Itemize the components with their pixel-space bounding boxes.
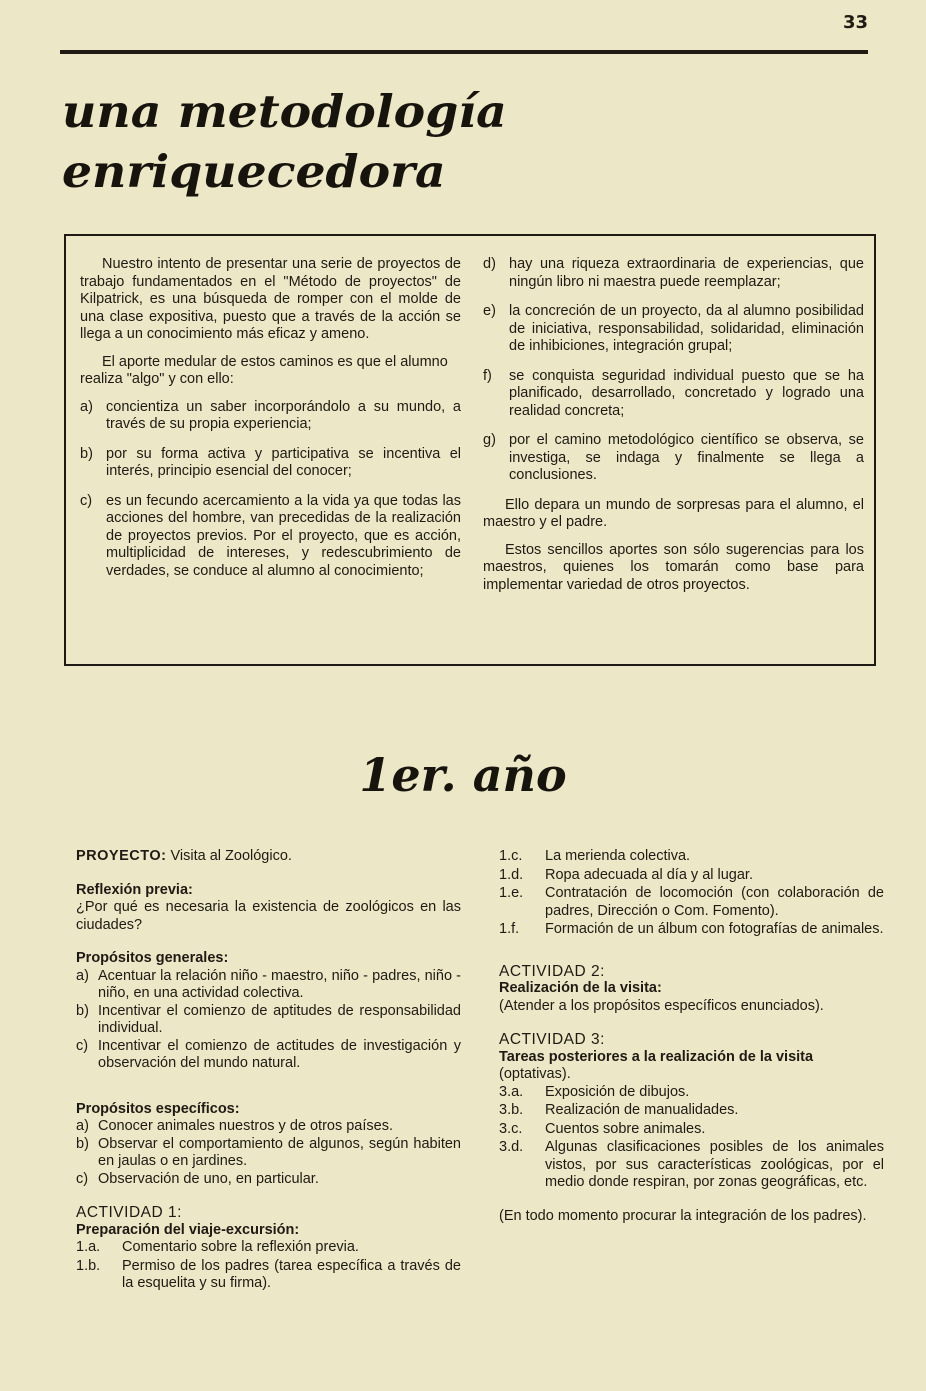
actividad3-subheading: Tareas posteriores a la realización de la visita bbox=[499, 1048, 814, 1065]
especificos-section bbox=[76, 1101, 461, 1189]
closing-note: (En todo momento procurar la integración de los padres). bbox=[499, 1207, 867, 1224]
reflexion-text: ¿Por qué es necesaria la existencia de zoológicos en las ciudades? bbox=[76, 899, 461, 933]
project-columns bbox=[76, 848, 884, 1309]
list-item bbox=[483, 368, 864, 421]
especificos-list bbox=[76, 1118, 461, 1188]
list-item bbox=[76, 1136, 461, 1171]
item-text: Contratación de locomoción (con colaboración de padres, Dirección o Com. Fomento). bbox=[545, 885, 884, 919]
item-text: Realización de manualidades. bbox=[545, 1102, 739, 1118]
item-label: b) bbox=[76, 1135, 89, 1152]
item-text: La merienda colectiva. bbox=[545, 848, 691, 864]
item-text: Exposición de dibujos. bbox=[545, 1083, 690, 1100]
item-label: 3.a. bbox=[499, 1083, 524, 1100]
title-line-1: una metodología bbox=[62, 85, 507, 138]
intro-paragraph-4: Estos sencillos aportes son sólo sugerencias para los maestros, quienes los tomarán como base para implementar variedad de otros proyectos. bbox=[483, 541, 864, 593]
list-item bbox=[499, 1139, 884, 1192]
intro-left-column bbox=[80, 256, 461, 654]
item-label: 1.e. bbox=[499, 885, 524, 901]
item-label: c) bbox=[76, 1170, 89, 1187]
page-number: 33 bbox=[842, 12, 868, 33]
item-text: Conocer animales nuestros y de otros países. bbox=[98, 1118, 393, 1134]
actividad1-continued bbox=[499, 848, 884, 939]
list-item bbox=[499, 921, 884, 939]
list-item bbox=[499, 1121, 884, 1139]
intro-paragraph-3: Ello depara un mundo de sorpresas para el alumno, el maestro y el padre. bbox=[483, 496, 864, 530]
list-item bbox=[76, 1038, 461, 1073]
item-label: g) bbox=[483, 432, 496, 448]
actividad1-subheading: Preparación del viaje-excursión: bbox=[76, 1221, 300, 1238]
item-label: a) bbox=[76, 967, 89, 984]
generales-section bbox=[76, 950, 461, 1073]
actividad1-list-part-2 bbox=[499, 848, 884, 939]
list-item bbox=[499, 848, 884, 866]
item-label: a) bbox=[80, 398, 93, 415]
item-label: 1.f. bbox=[499, 921, 520, 937]
actividad2-heading: ACTIVIDAD 2: bbox=[499, 962, 605, 980]
item-text: Permiso de los padres (tarea específica a través de la esquelita y su firma). bbox=[122, 1257, 461, 1291]
project-name: Visita al Zoológico. bbox=[170, 848, 292, 864]
list-item bbox=[483, 256, 864, 291]
item-label: f) bbox=[483, 367, 492, 384]
item-text: Ropa adecuada al día y al lugar. bbox=[545, 866, 753, 883]
list-item bbox=[499, 1084, 884, 1102]
title-line-2: enriquecedora bbox=[62, 145, 446, 198]
item-label: c) bbox=[80, 492, 93, 509]
item-label: e) bbox=[483, 303, 496, 319]
actividad2-section bbox=[499, 963, 884, 1016]
list-item bbox=[483, 303, 864, 356]
especificos-heading: Propósitos específicos: bbox=[76, 1100, 240, 1117]
item-text: Acentuar la relación niño - maestro, niño - padres, niño - niño, en una actividad colectiva. bbox=[98, 967, 461, 1001]
actividad3-note: (optativas). bbox=[499, 1066, 571, 1082]
item-text: Observar el comportamiento de algunos, según habiten en jaulas o en jardines. bbox=[98, 1135, 461, 1169]
main-title bbox=[62, 82, 507, 202]
actividad2-subheading: Realización de la visita: bbox=[499, 980, 662, 996]
actividad1-section bbox=[76, 1204, 461, 1293]
item-text: Cuentos sobre animales. bbox=[545, 1120, 706, 1137]
item-label: 1.c. bbox=[499, 848, 523, 864]
list-item bbox=[76, 1118, 461, 1136]
actividad1-heading: ACTIVIDAD 1: bbox=[76, 1204, 182, 1221]
list-item bbox=[76, 1003, 461, 1038]
list-item bbox=[76, 1258, 461, 1293]
project-label: PROYECTO: bbox=[76, 848, 167, 864]
item-text: hay una riqueza extraordinaria de experiencias, que ningún libro ni maestra puede reemplazar; bbox=[509, 256, 864, 290]
list-item bbox=[80, 493, 461, 581]
item-label: 1.a. bbox=[76, 1239, 101, 1255]
item-label: 1.b. bbox=[76, 1257, 101, 1274]
reflexion-section bbox=[76, 882, 461, 935]
intro-list-left bbox=[80, 399, 461, 581]
project-right-column bbox=[499, 848, 884, 1309]
actividad2-text: (Atender a los propósitos específicos enunciados). bbox=[499, 997, 824, 1014]
project-left-column bbox=[76, 848, 461, 1309]
list-item bbox=[499, 1102, 884, 1120]
item-text: concientiza un saber incorporándolo a su mundo, a través de su propia experiencia; bbox=[106, 398, 461, 432]
item-label: d) bbox=[483, 256, 496, 272]
item-text: Algunas clasificaciones posibles de los animales vistos, por sus características zoológicas, por el medio donde respiran, por zonas geográficas, etc. bbox=[545, 1139, 884, 1190]
list-item bbox=[499, 867, 884, 885]
reflexion-heading: Reflexión previa: bbox=[76, 881, 193, 898]
item-text: por el camino metodológico científico se observa, se investiga, se indaga y finalmente se llega a conclusiones. bbox=[509, 432, 864, 483]
generales-list bbox=[76, 968, 461, 1073]
intro-paragraph-1: Nuestro intento de presentar una serie de proyectos de trabajo fundamentados en el "Método de proyectos" de Kilpatrick, es una búsqueda de romper con el molde de una clase expositiva, puesto que a través de la acción se llega a un conocimiento más eficaz y ameno. bbox=[80, 256, 461, 342]
item-text: Observación de uno, en particular. bbox=[98, 1170, 319, 1187]
item-label: b) bbox=[76, 1002, 89, 1019]
item-label: a) bbox=[76, 1118, 89, 1134]
item-text: la concreción de un proyecto, da al alumno posibilidad de iniciativa, responsabilidad, solidaridad, eliminación de inhibiciones, integración grupal; bbox=[509, 303, 864, 354]
list-item bbox=[80, 399, 461, 434]
item-label: c) bbox=[76, 1037, 89, 1054]
item-label: 3.d. bbox=[499, 1139, 524, 1155]
list-item bbox=[483, 432, 864, 485]
year-title: 1er. año bbox=[359, 748, 567, 802]
item-label: 1.d. bbox=[499, 866, 524, 883]
list-item bbox=[76, 1239, 461, 1257]
top-rule bbox=[60, 50, 868, 54]
actividad1-list-part-1 bbox=[76, 1239, 461, 1293]
item-text: por su forma activa y participativa se incentiva el interés, principio esencial del conocer; bbox=[106, 445, 461, 479]
intro-paragraph-2: El aporte medular de estos caminos es que el alumno realiza "algo" y con ello: bbox=[80, 353, 448, 387]
list-item bbox=[499, 885, 884, 920]
item-label: b) bbox=[80, 445, 93, 462]
intro-list-right bbox=[483, 256, 864, 485]
item-text: se conquista seguridad individual puesto que se ha planificado, desarrollado, concretado y logrado una realidad concreta; bbox=[509, 367, 864, 419]
item-text: Formación de un álbum con fotografías de animales. bbox=[545, 921, 884, 937]
actividad3-list bbox=[499, 1084, 884, 1192]
actividad3-heading: ACTIVIDAD 3: bbox=[499, 1031, 605, 1048]
list-item bbox=[76, 1171, 461, 1189]
item-label: 3.b. bbox=[499, 1102, 524, 1118]
item-label: 3.c. bbox=[499, 1120, 523, 1137]
item-text: Comentario sobre la reflexión previa. bbox=[122, 1239, 359, 1255]
intro-box bbox=[64, 234, 876, 666]
intro-right-column bbox=[483, 256, 864, 654]
generales-heading: Propósitos generales: bbox=[76, 950, 229, 966]
list-item bbox=[80, 446, 461, 481]
item-text: es un fecundo acercamiento a la vida ya que todas las acciones del hombre, van precedidas de la realización de proyectos previos. Por el proyecto, que es acción, multiplicidad de intereses, y redescubrimiento de verdades, se conduce al alumno al conocimiento; bbox=[106, 492, 461, 579]
list-item bbox=[76, 968, 461, 1003]
item-text: Incentivar el comienzo de actitudes de investigación y observación del mundo natural. bbox=[98, 1037, 461, 1071]
item-text: Incentivar el comienzo de aptitudes de responsabilidad individual. bbox=[98, 1002, 461, 1036]
actividad3-section bbox=[499, 1031, 884, 1192]
project-line bbox=[76, 848, 461, 866]
